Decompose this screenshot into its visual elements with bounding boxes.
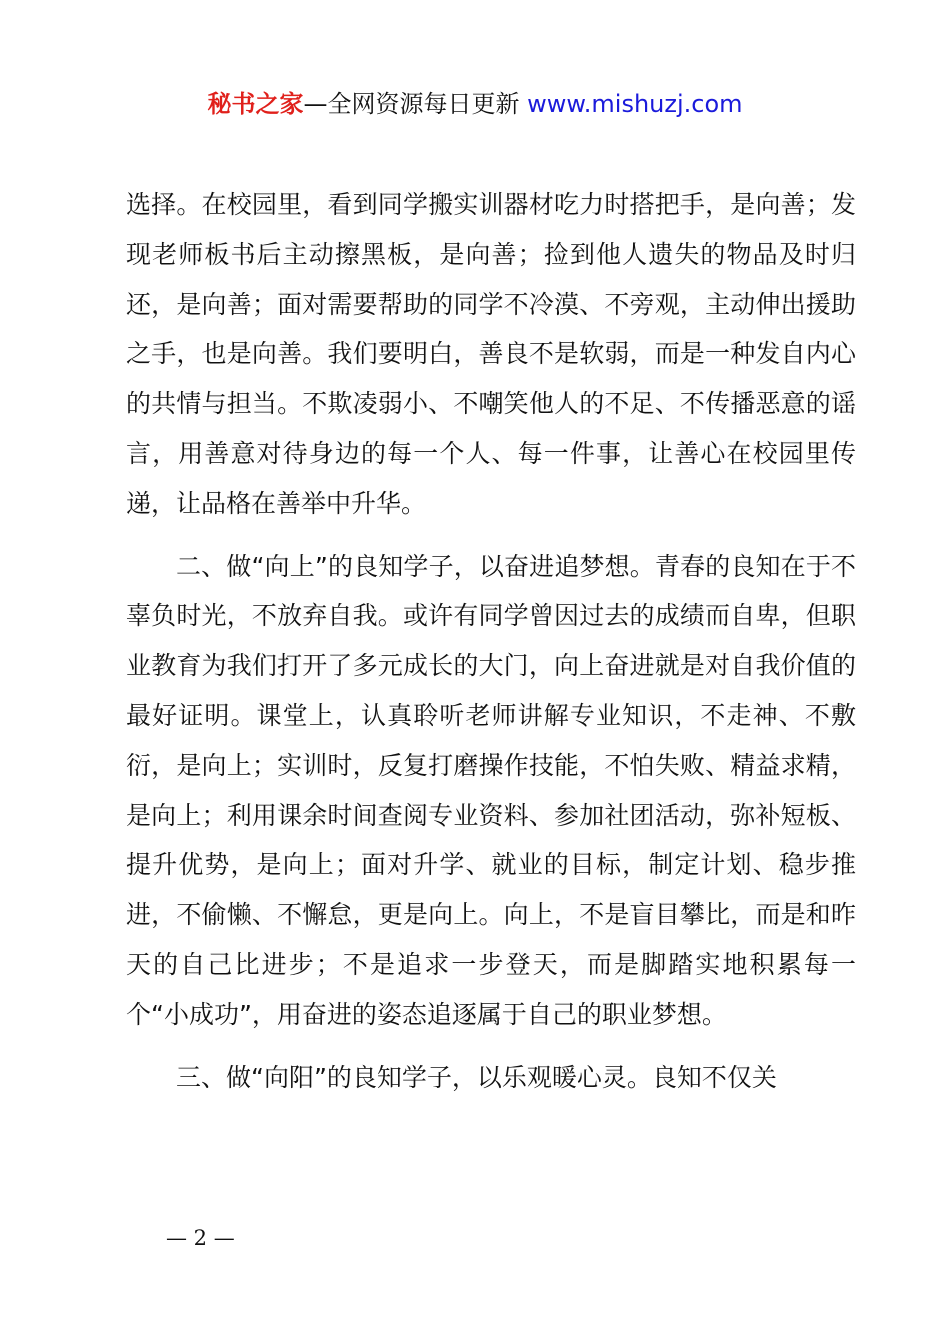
paragraph-section-three: 三、做“向阳”的良知学子，以乐观暖心灵。良知不仅关 — [176, 1062, 777, 1092]
header-tagline: —全网资源每日更新 — [303, 90, 528, 118]
page-number: — 2 — — [166, 1226, 235, 1250]
document-body — [126, 180, 856, 1102]
header-url: www.mishuzj.com — [527, 90, 743, 118]
paragraph-continuation: 选择。在校园里，看到同学搬实训器材吃力时搭把手，是向善；发现老师板书后主动擦黑板，是向善；捡到他人遗失的物品及时归还，是向善；面对需要帮助的同学不冷漠、不旁观，主动伸出援助之手，也是向善。我们要明白，善良不是软弱，而是一种发自内心的共情与担当。不欺凌弱小、不嘲笑他人的不足、不传播恶意的谣言，用善意对待身边的每一个人、每一件事，让善心在校园里传递，让品格在善举中升华。 — [126, 190, 856, 518]
page-header — [0, 88, 950, 120]
header-brand: 秘书之家 — [207, 90, 304, 118]
paragraph-section-two: 二、做“向上”的良知学子，以奋进追梦想。青春的良知在于不辜负时光，不放弃自我。或许有同学曾因过去的成绩而自卑，但职业教育为我们打开了多元成长的大门，向上奋进就是对自我价值的最好证明。课堂上，认真聆听老师讲解专业知识，不走神、不敷衍，是向上；实训时，反复打磨操作技能，不怕失败、精益求精，是向上；利用课余时间查阅专业资料、参加社团活动，弥补短板、提升优势，是向上；面对升学、就业的目标，制定计划、稳步推进，不偷懒、不懈怠，更是向上。向上，不是盲目攀比，而是和昨天的自己比进步；不是追求一步登天，而是脚踏实地积累每一个“小成功”，用奋进的姿态追逐属于自己的职业梦想。 — [126, 551, 856, 1029]
